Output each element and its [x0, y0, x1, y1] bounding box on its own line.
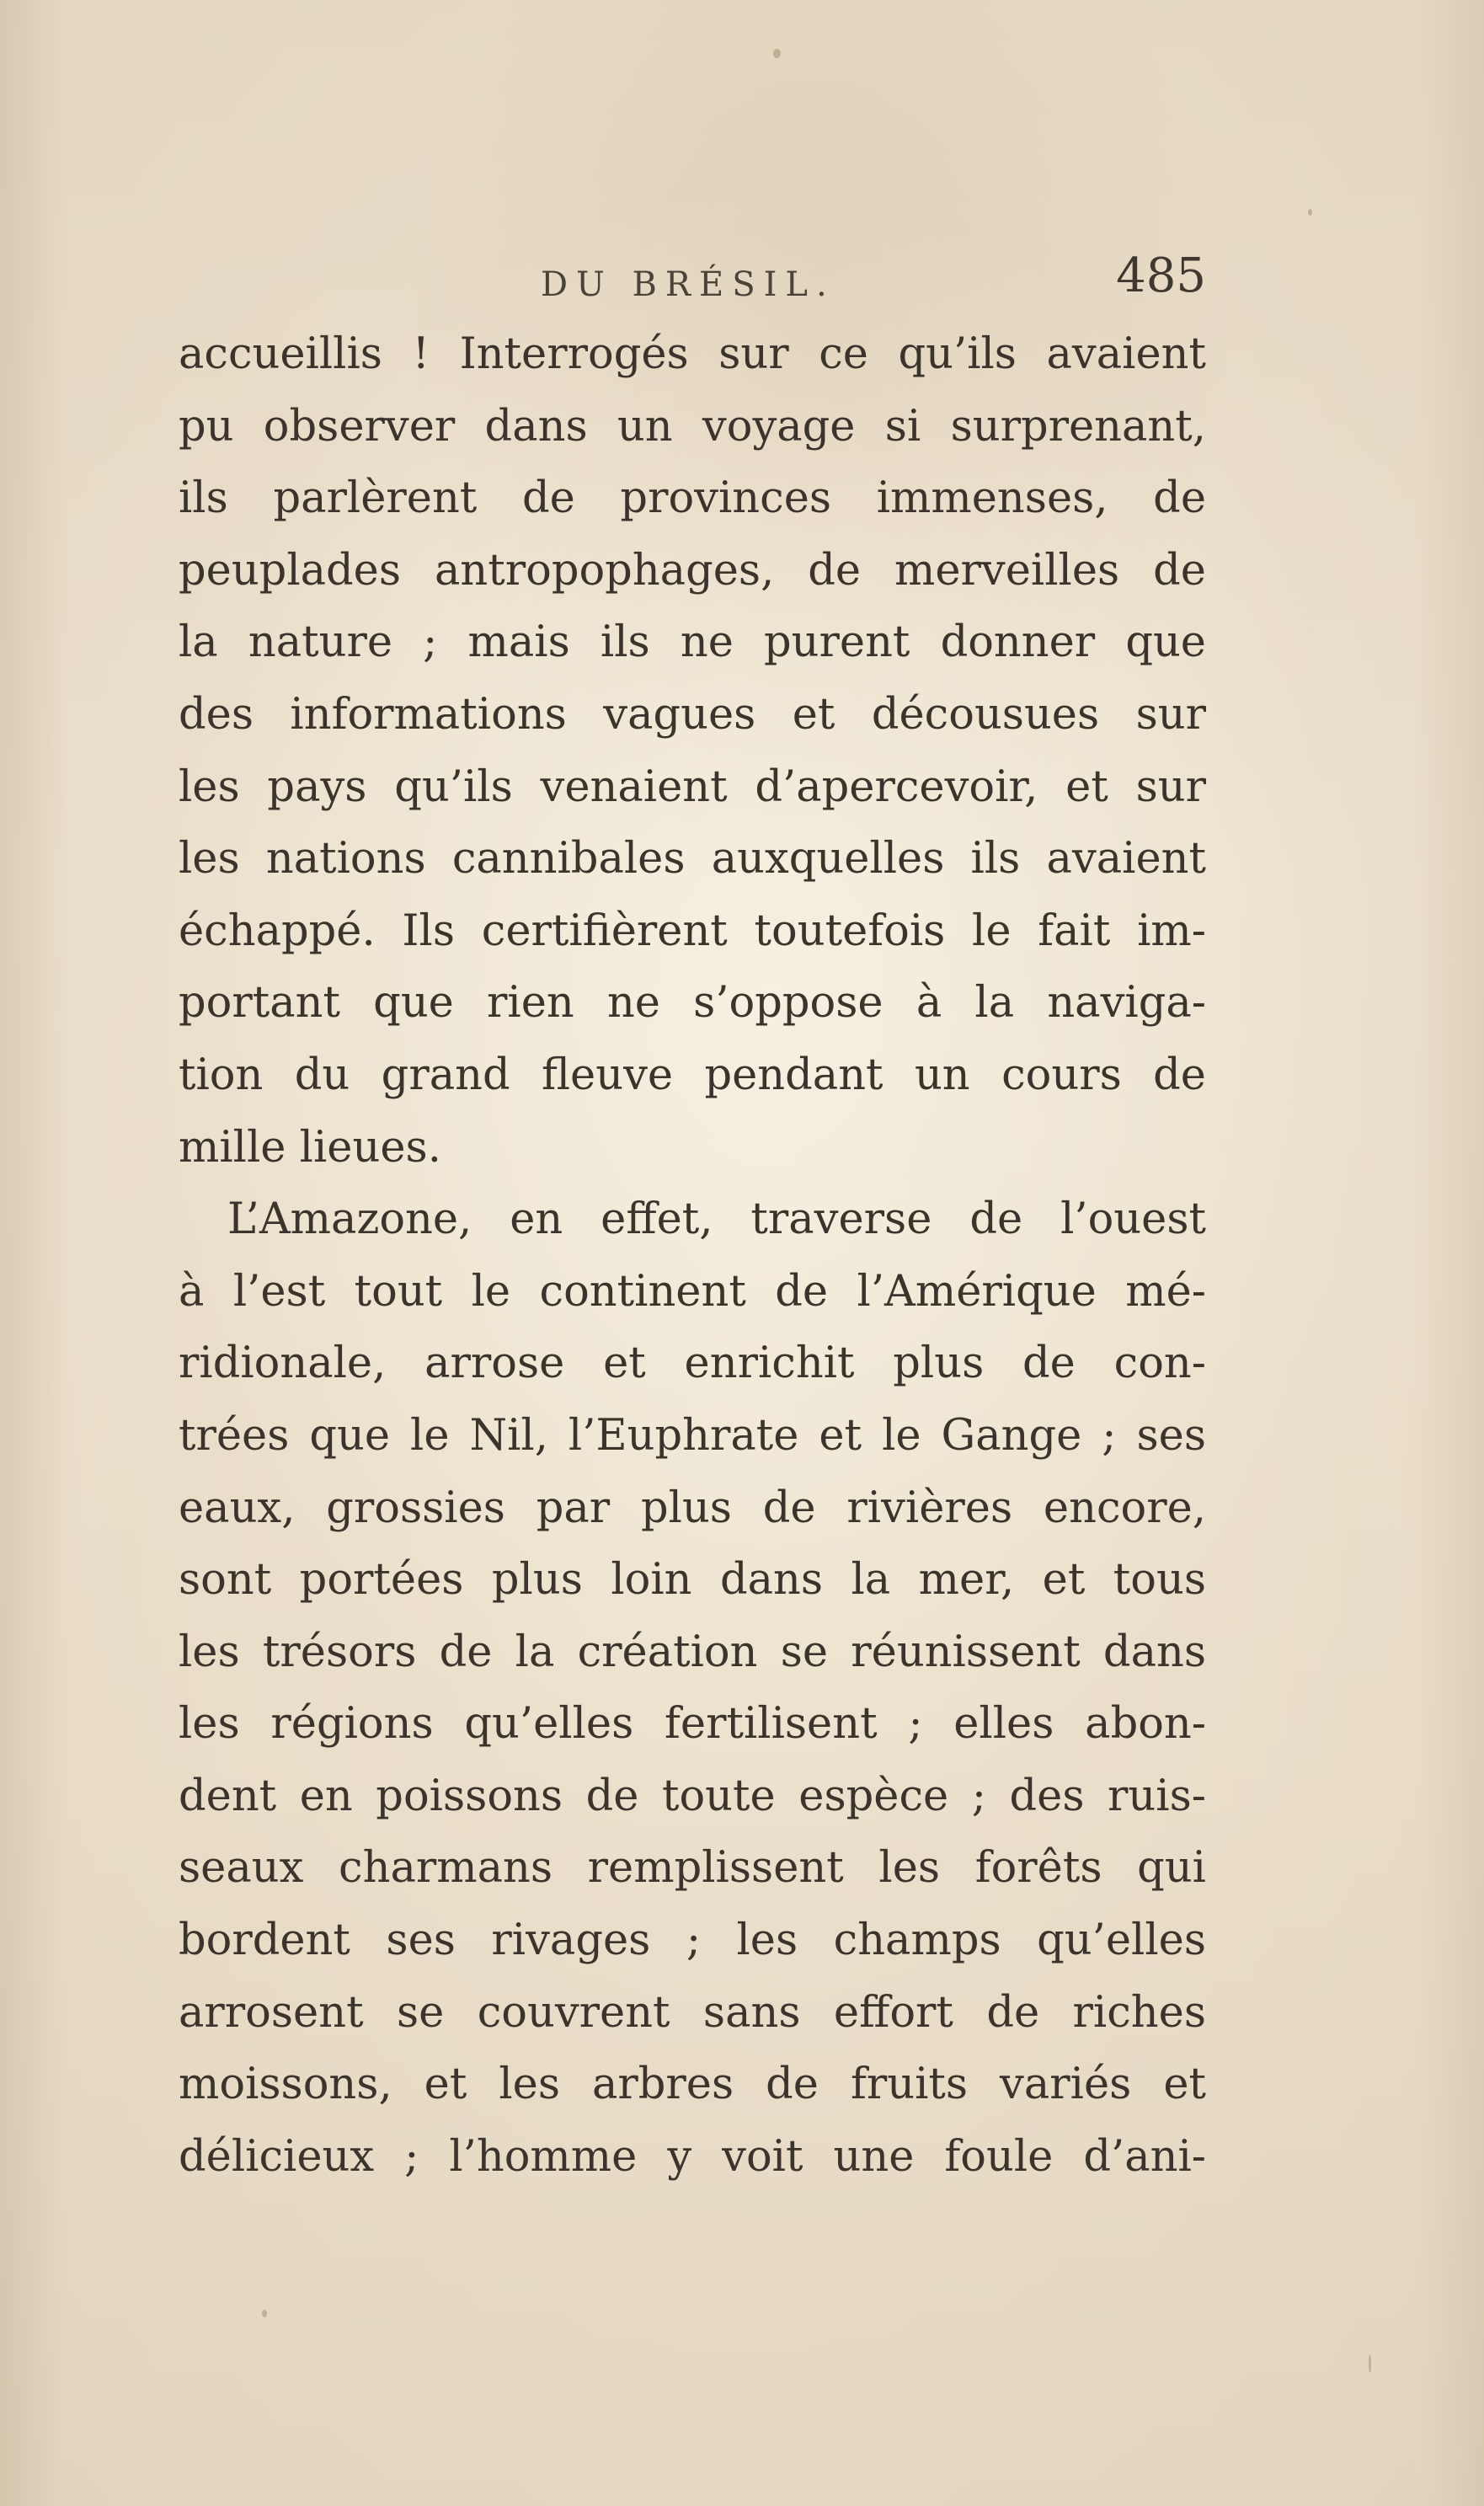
- foxing-spot: [262, 2310, 267, 2317]
- text-line: accueillis ! Interrogés sur ce qu’ils avaient: [179, 329, 1206, 379]
- text-line: les pays qu’ils venaient d’apercevoir, et sur: [179, 761, 1206, 812]
- text-line: seaux charmans remplissent les forêts qui: [179, 1843, 1206, 1894]
- text-line: ils parlèrent de provinces immenses, de: [179, 473, 1206, 524]
- text-line: ridionale, arrose et enrichit plus de con-: [179, 1338, 1206, 1389]
- text-line: les nations cannibales auxquelles ils avaient: [179, 834, 1206, 884]
- text-line: tion du grand fleuve pendant un cours de: [179, 1050, 1206, 1100]
- text-line: peuplades antropophages, de merveilles de: [179, 545, 1206, 596]
- text-line: la nature ; mais ils ne purent donner que: [179, 617, 1206, 668]
- text-line: bordent ses rivages ; les champs qu’elles: [179, 1916, 1206, 1966]
- page-edge-shadow-right: [1417, 0, 1484, 2506]
- paragraph: [179, 1184, 1206, 2193]
- page-edge-shadow-left: [0, 0, 67, 2506]
- paragraph: [179, 318, 1206, 1184]
- text-line: délicieux ; l’homme y voit une foule d’ani-: [179, 2131, 1206, 2182]
- text-line: les trésors de la création se réunissent dans: [179, 1627, 1206, 1677]
- text-line: moissons, et les arbres de fruits variés et: [179, 2060, 1206, 2110]
- page-number: 485: [1116, 248, 1206, 303]
- body-text: [179, 318, 1206, 2193]
- text-line: des informations vagues et décousues sur: [179, 689, 1206, 740]
- text-line: dent en poissons de toute espèce ; des ruis-: [179, 1771, 1206, 1821]
- foxing-spot: [1308, 209, 1312, 216]
- page-header: [179, 248, 1206, 316]
- foxing-spot: [773, 49, 781, 58]
- text-line: portant que rien ne s’oppose à la naviga-: [179, 978, 1206, 1029]
- text-line: les régions qu’elles fertilisent ; elles abon-: [179, 1699, 1206, 1750]
- text-line: sont portées plus loin dans la mer, et tous: [179, 1555, 1206, 1606]
- running-head: DU BRÉSIL.: [541, 265, 835, 304]
- text-line: eaux, grossies par plus de rivières encore,: [179, 1483, 1206, 1533]
- text-line: L’Amazone, en effet, traverse de l’ouest: [227, 1194, 1206, 1245]
- text-line: mille lieues.: [179, 1122, 441, 1173]
- text-line: trées que le Nil, l’Euphrate et le Gange ; ses: [179, 1410, 1206, 1461]
- text-line: échappé. Ils certifièrent toutefois le fait im-: [179, 906, 1206, 956]
- foxing-spot: [1369, 2354, 1371, 2373]
- text-line: pu observer dans un voyage si surprenant,: [179, 401, 1206, 452]
- text-line: arrosent se couvrent sans effort de riches: [179, 1987, 1206, 2038]
- text-line: à l’est tout le continent de l’Amérique mé-: [179, 1266, 1206, 1317]
